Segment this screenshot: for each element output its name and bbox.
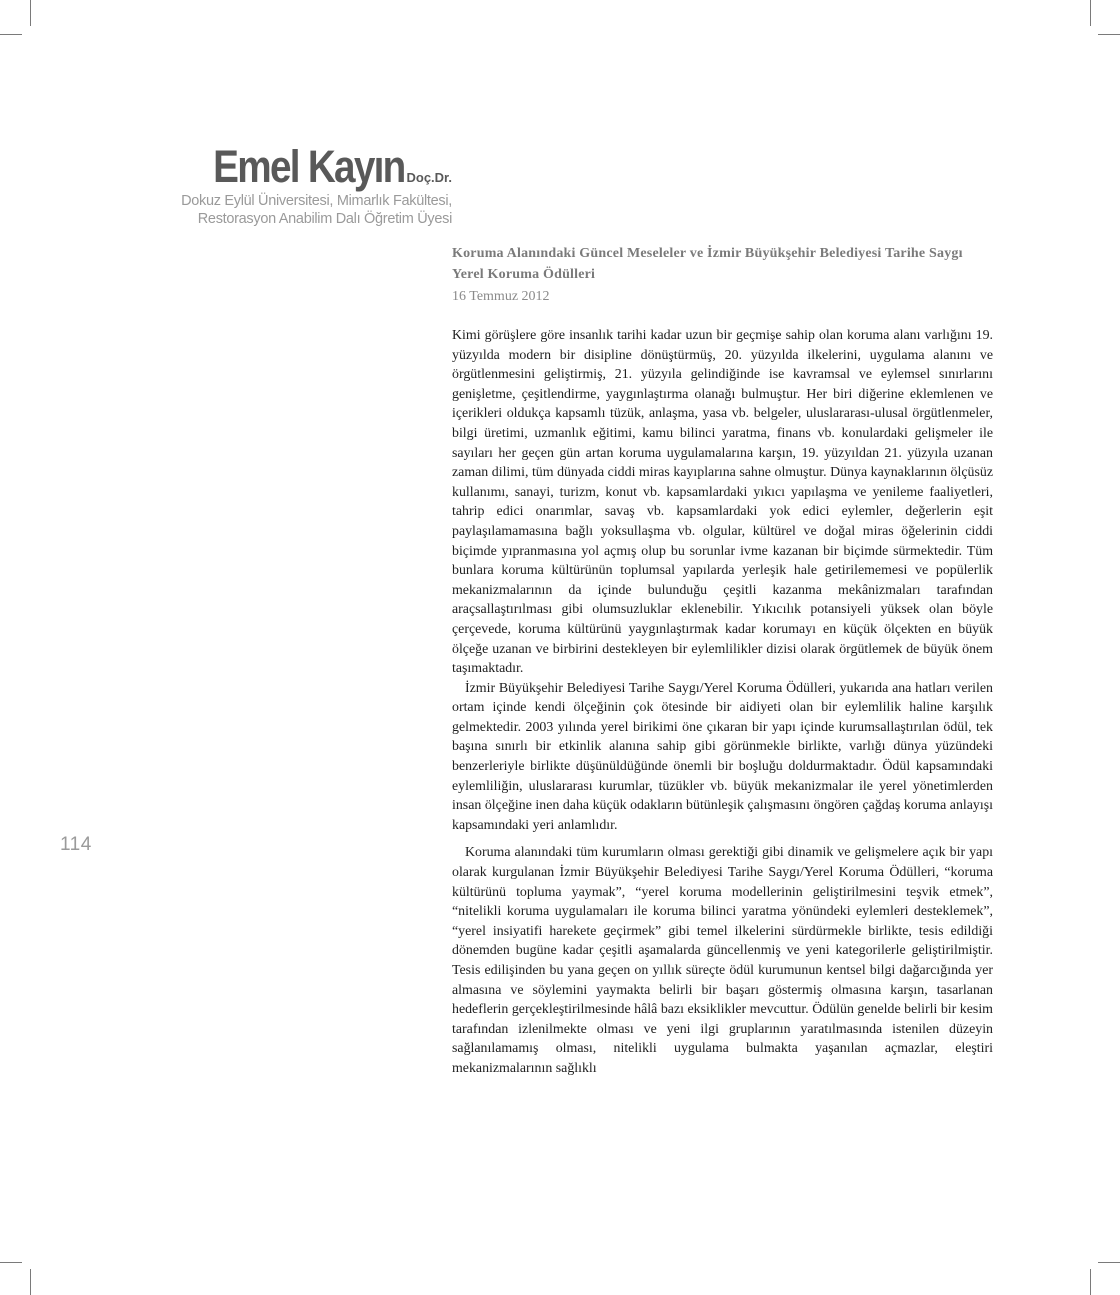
- page-number: 114: [60, 834, 92, 855]
- author-block: [181, 141, 452, 228]
- crop-mark: [0, 34, 22, 35]
- crop-mark: [30, 0, 31, 26]
- crop-mark: [1098, 1262, 1120, 1263]
- article-body: [452, 326, 993, 1079]
- crop-mark: [1090, 1269, 1091, 1295]
- crop-mark: [30, 1269, 31, 1295]
- body-paragraph: Koruma alanındaki tüm kurumların olması gerektiği gibi dinamik ve gelişmelere açık bir yapı olarak kurgulanan İzmir Büyükşehir Belediyesi Tarihe Saygı/Yerel Koruma Ödülleri, “koruma kültürünü topluma yaymak”, “yerel koruma modellerinin geliştirilmesini teşvik etmek”, “nitelikli koruma uygulamaları ile koruma bilinci yaratma yönündeki eylemleri desteklemek”, “yerel insiyatifi harekete geçirmek” gibi temel ilkelerini sürdürmekle birlikte, tesis edildiği dönemden bugüne kadar çeşitli aşamalarda güncellenmiş ve yeni kategorilerle geliştirilmiştir. Tesis edilişinden bu yana geçen on yıllık süreçte ödül kurumunun kentsel bilgi dağarcığında yer almasına ve söylemini yaymakta belirli bir başarı göstermiş olmasına karşın, tasarlanan hedeflerin gerçekleştirilmesinde hâlâ bazı eksiklikler mevcuttur. Ödülün genelde belirli bir kesim tarafından izlenilmekte olması ve yeni ilgi gruplarının yaratılmasında istenilen düzeyin sağlanılamamış olması, nitelikli uygulama bulmakta yaşanılan açmazlar, eleştiri mekanizmalarının sağlıklı: [452, 845, 993, 1076]
- article-header: [452, 243, 994, 307]
- crop-mark: [1090, 0, 1091, 26]
- author-title: Doç.Dr.: [406, 170, 452, 185]
- body-paragraph: Kimi görüşlere göre insanlık tarihi kadar uzun bir geçmişe sahip olan koruma alanı varlığını 19. yüzyılda modern bir disipline dönüştürmüş, 20. yüzyılda ilkelerini, uygulama alanını ve örgütlenmesini geliştirmiş, 21. yüzyıla gelindiğinde ise kavramsal ve eylemsel sınırlarını genişletme, çeşitlendirme, yaygınlaştırma olanağı bulmuştur. Her biri diğerine eklemlenen ve içerikleri oldukça kapsamlı tüzük, anlaşma, yasa vb. belgeler, uluslararası-ulusal örgütlenmeler, bilgi üretimi, uzmanlık eğitimi, kamu bilinci yaratma, finans vb. konulardaki gelişmeler ile sayıları her geçen gün artan koruma uygulamalarına karşın, 19. yüzyıldan 21. yüzyıla uzanan zaman dilimi, tüm dünyada ciddi miras kayıplarına sahne olmuştur. Dünya kaynaklarının ölçüsüz kullanımı, sanayi, turizm, konut vb. kapsamlardaki yıkıcı yapılaşma ve yenileme faaliyetleri, tahrip edici onarımlar, savaş vb. kapsamlardaki yok edici eylemler, değerlerin eşit paylaşılamamasına bağlı yoksullaşma vb. olgular, kültürel ve doğal miras öğelerinin ciddi biçimde yıpranmasına yol açmış olup bu sorunlar ivme kazanan bir biçimde sürmektedir. Tüm bunlara koruma kültürünün toplumsal yapılarda yerleşik hale getirilememesi ve popülerlik mekanizmalarının da içinde bulunduğu çeşitli kazanma mekânizmaları tarafından araçsallaştırılması gibi olumsuzluklar eklenebilir. Yıkıcılık potansiyeli yüksek olan böyle çerçevede, koruma kültürünü yaygınlaştırmak kadar korumayı en küçük ölçekten en büyük ölçeğe uzanan ve birbirini destekleyen bir eylemlilikler dizisi olarak örgütlemek de büyük önem taşımaktadır.: [452, 328, 993, 677]
- article-date: 16 Temmuz 2012: [452, 289, 550, 304]
- crop-mark: [0, 1262, 22, 1263]
- author-affiliation-line: Dokuz Eylül Üniversitesi, Mimarlık Fakültesi,: [181, 193, 452, 209]
- author-name-line: [181, 141, 452, 192]
- crop-mark: [1098, 34, 1120, 35]
- body-paragraph: İzmir Büyükşehir Belediyesi Tarihe Saygı/Yerel Koruma Ödülleri, yukarıda ana hatları verilen ortam içinde kendi ölçeğinin çok ötesinde bir aidiyeti olan bir eylemlilik haline karşılık gelmektedir. 2003 yılında yerel birikimi öne çıkaran bir yapı içinde kurumsallaştırılan ödül, tek başına sınırlı bir etkinlik alanına sahip gibi görünmekle birlikte, varlığı dünya yüzündeki benzerleriyle birlikte düşünüldüğünde önemli bir boşluğu doldurmaktadır. Ödül kapsamındaki eylemliliğin, uluslararası kurumlar, tüzükler vb. büyük mekanizmalar ile yerel yönetimlerden insan ölçeğine inen daha küçük odakların bütünleşik çalışmasını öngören çağdaş koruma anlayışı kapsamındaki yeri anlamlıdır.: [452, 680, 993, 833]
- article-title: Koruma Alanındaki Güncel Meseleler ve İzmir Büyükşehir Belediyesi Tarihe Saygı Yerel Koruma Ödülleri: [452, 246, 963, 282]
- author-name: Emel Kayın: [213, 141, 405, 192]
- author-affiliation: [181, 193, 452, 228]
- author-affiliation-line: Restorasyon Anabilim Dalı Öğretim Üyesi: [197, 210, 452, 227]
